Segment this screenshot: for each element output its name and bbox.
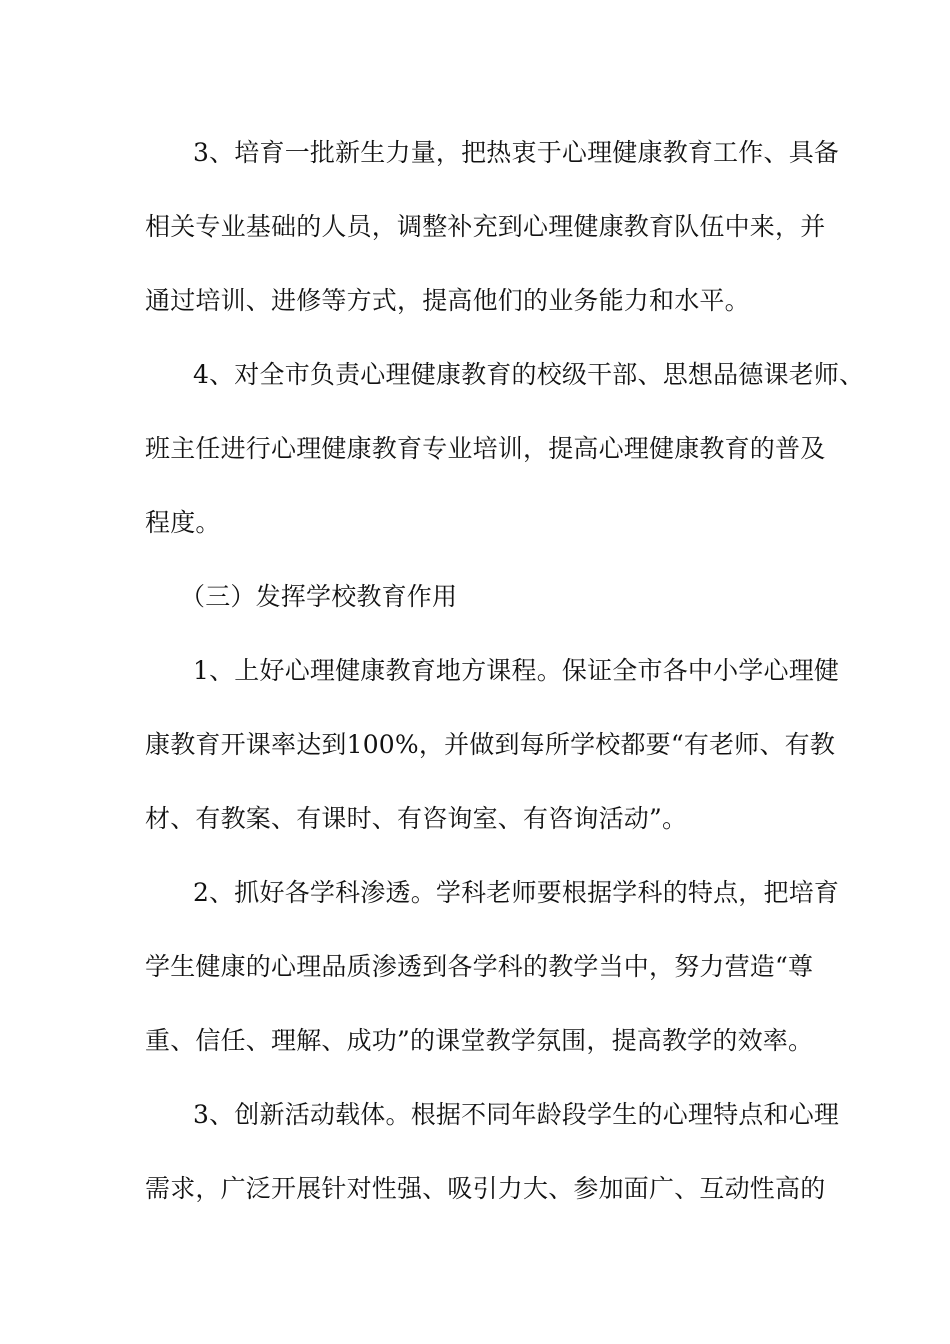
item-2-line-3: 重、信任、理解、成功”的课堂教学氛围，提高教学的效率。 [145, 1026, 814, 1055]
item-3-line-1: 3、创新活动载体。根据不同年龄段学生的心理特点和心理 [193, 1100, 840, 1129]
item-2-line-1: 2、抓好各学科渗透。学科老师要根据学科的特点，把培育 [193, 878, 840, 907]
paragraph-4-line-1: 4、对全市负责心理健康教育的校级干部、思想品德课老师、 [193, 360, 865, 389]
paragraph-4-line-2: 班主任进行心理健康教育专业培训，提高心理健康教育的普及 [145, 434, 826, 463]
paragraph-4-line-3: 程度。 [145, 508, 221, 537]
item-3-line-2: 需求，广泛开展针对性强、吸引力大、参加面广、互动性高的 [145, 1174, 826, 1203]
item-1-line-1: 1、上好心理健康教育地方课程。保证全市各中小学心理健 [193, 656, 840, 685]
item-2-line-2: 学生健康的心理品质渗透到各学科的教学当中，努力营造“尊 [145, 952, 814, 981]
paragraph-3-line-2: 相关专业基础的人员，调整补充到心理健康教育队伍中来，并 [145, 212, 826, 241]
section-heading: （三）发挥学校教育作用 [180, 582, 458, 611]
paragraph-3-line-1: 3、培育一批新生力量，把热衷于心理健康教育工作、具备 [193, 138, 840, 167]
paragraph-3-line-3: 通过培训、进修等方式，提高他们的业务能力和水平。 [145, 286, 750, 315]
item-1-line-3: 材、有教案、有课时、有咨询室、有咨询活动”。 [145, 804, 688, 833]
item-1-line-2: 康教育开课率达到100%，并做到每所学校都要“有老师、有教 [145, 730, 836, 759]
